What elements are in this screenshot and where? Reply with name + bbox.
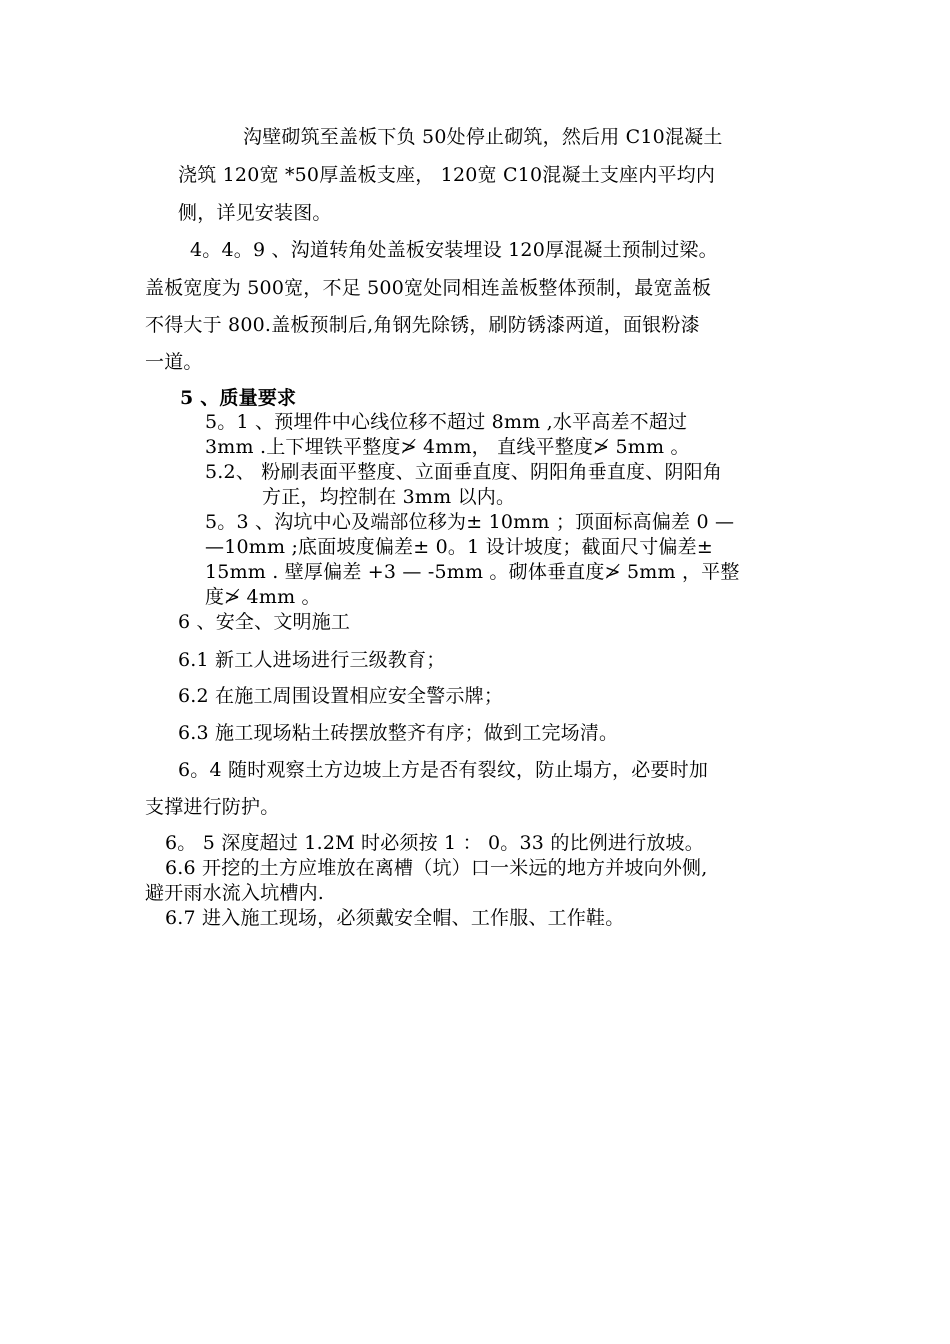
text-line: 3mm .上下埋铁平整度≯ 4mm， 直线平整度≯ 5mm 。 (205, 436, 690, 458)
text-line: 5。3 、沟坑中心及端部位移为± 10mm ；顶面标高偏差 0 — (205, 511, 735, 533)
text-line: 6.6 开挖的土方应堆放在离槽（坑）口一米远的地方并坡向外侧, (165, 857, 708, 879)
text-line: 4。4。9 、沟道转角处盖板安装埋设 120厚混凝土预制过梁。 (190, 239, 718, 261)
text-line: 6.1 新工人进场进行三级教育； (178, 649, 446, 671)
text-line: 15mm . 壁厚偏差 +3 — -5mm 。砌体垂直度≯ 5mm ，平整 (205, 561, 740, 583)
text-line: 度≯ 4mm 。 (205, 586, 321, 608)
text-line: 6。4 随时观察土方边坡上方是否有裂纹，防止塌方，必要时加 (178, 759, 709, 781)
text-line: 浇筑 120宽 *50厚盖板支座， 120宽 C10混凝土支座内平均内 (178, 164, 716, 186)
text-line: 避开雨水流入坑槽内. (145, 882, 325, 904)
text-line: 方正，均控制在 3mm 以内。 (262, 486, 516, 508)
text-line: 5。1 、预埋件中心线位移不超过 8mm ,水平高差不超过 (205, 411, 688, 433)
text-line: 6.7 进入施工现场，必须戴安全帽、工作服、工作鞋。 (165, 907, 625, 929)
text-line: 支撑进行防护。 (145, 796, 280, 818)
text-line: 盖板宽度为 500宽，不足 500宽处同相连盖板整体预制，最宽盖板 (145, 277, 712, 299)
text-line: 6。 5 深度超过 1.2M 时必须按 1 ： 0。33 的比例进行放坡。 (165, 832, 704, 854)
text-line: 一道。 (145, 351, 203, 373)
text-line: 沟壁砌筑至盖板下负 50处停止砌筑，然后用 C10混凝土 (243, 126, 723, 148)
text-line: 不得大于 800.盖板预制后,角钢先除锈，刷防锈漆两道，面银粉漆 (145, 314, 700, 336)
text-line: —10mm ;底面坡度偏差± 0。1 设计坡度；截面尺寸偏差± (205, 536, 713, 558)
text-line: 侧，详见安装图。 (178, 202, 332, 224)
text-line: 6.3 施工现场粘土砖摆放整齐有序；做到工完场清。 (178, 722, 619, 744)
section-heading-safety: 6 、安全、文明施工 (178, 611, 351, 633)
text-line: 5.2、 粉刷表面平整度、立面垂直度、阴阳角垂直度、阴阳角 (205, 461, 723, 483)
section-heading-quality: 5 、质量要求 (180, 387, 297, 409)
text-line: 6.2 在施工周围设置相应安全警示牌； (178, 685, 504, 707)
